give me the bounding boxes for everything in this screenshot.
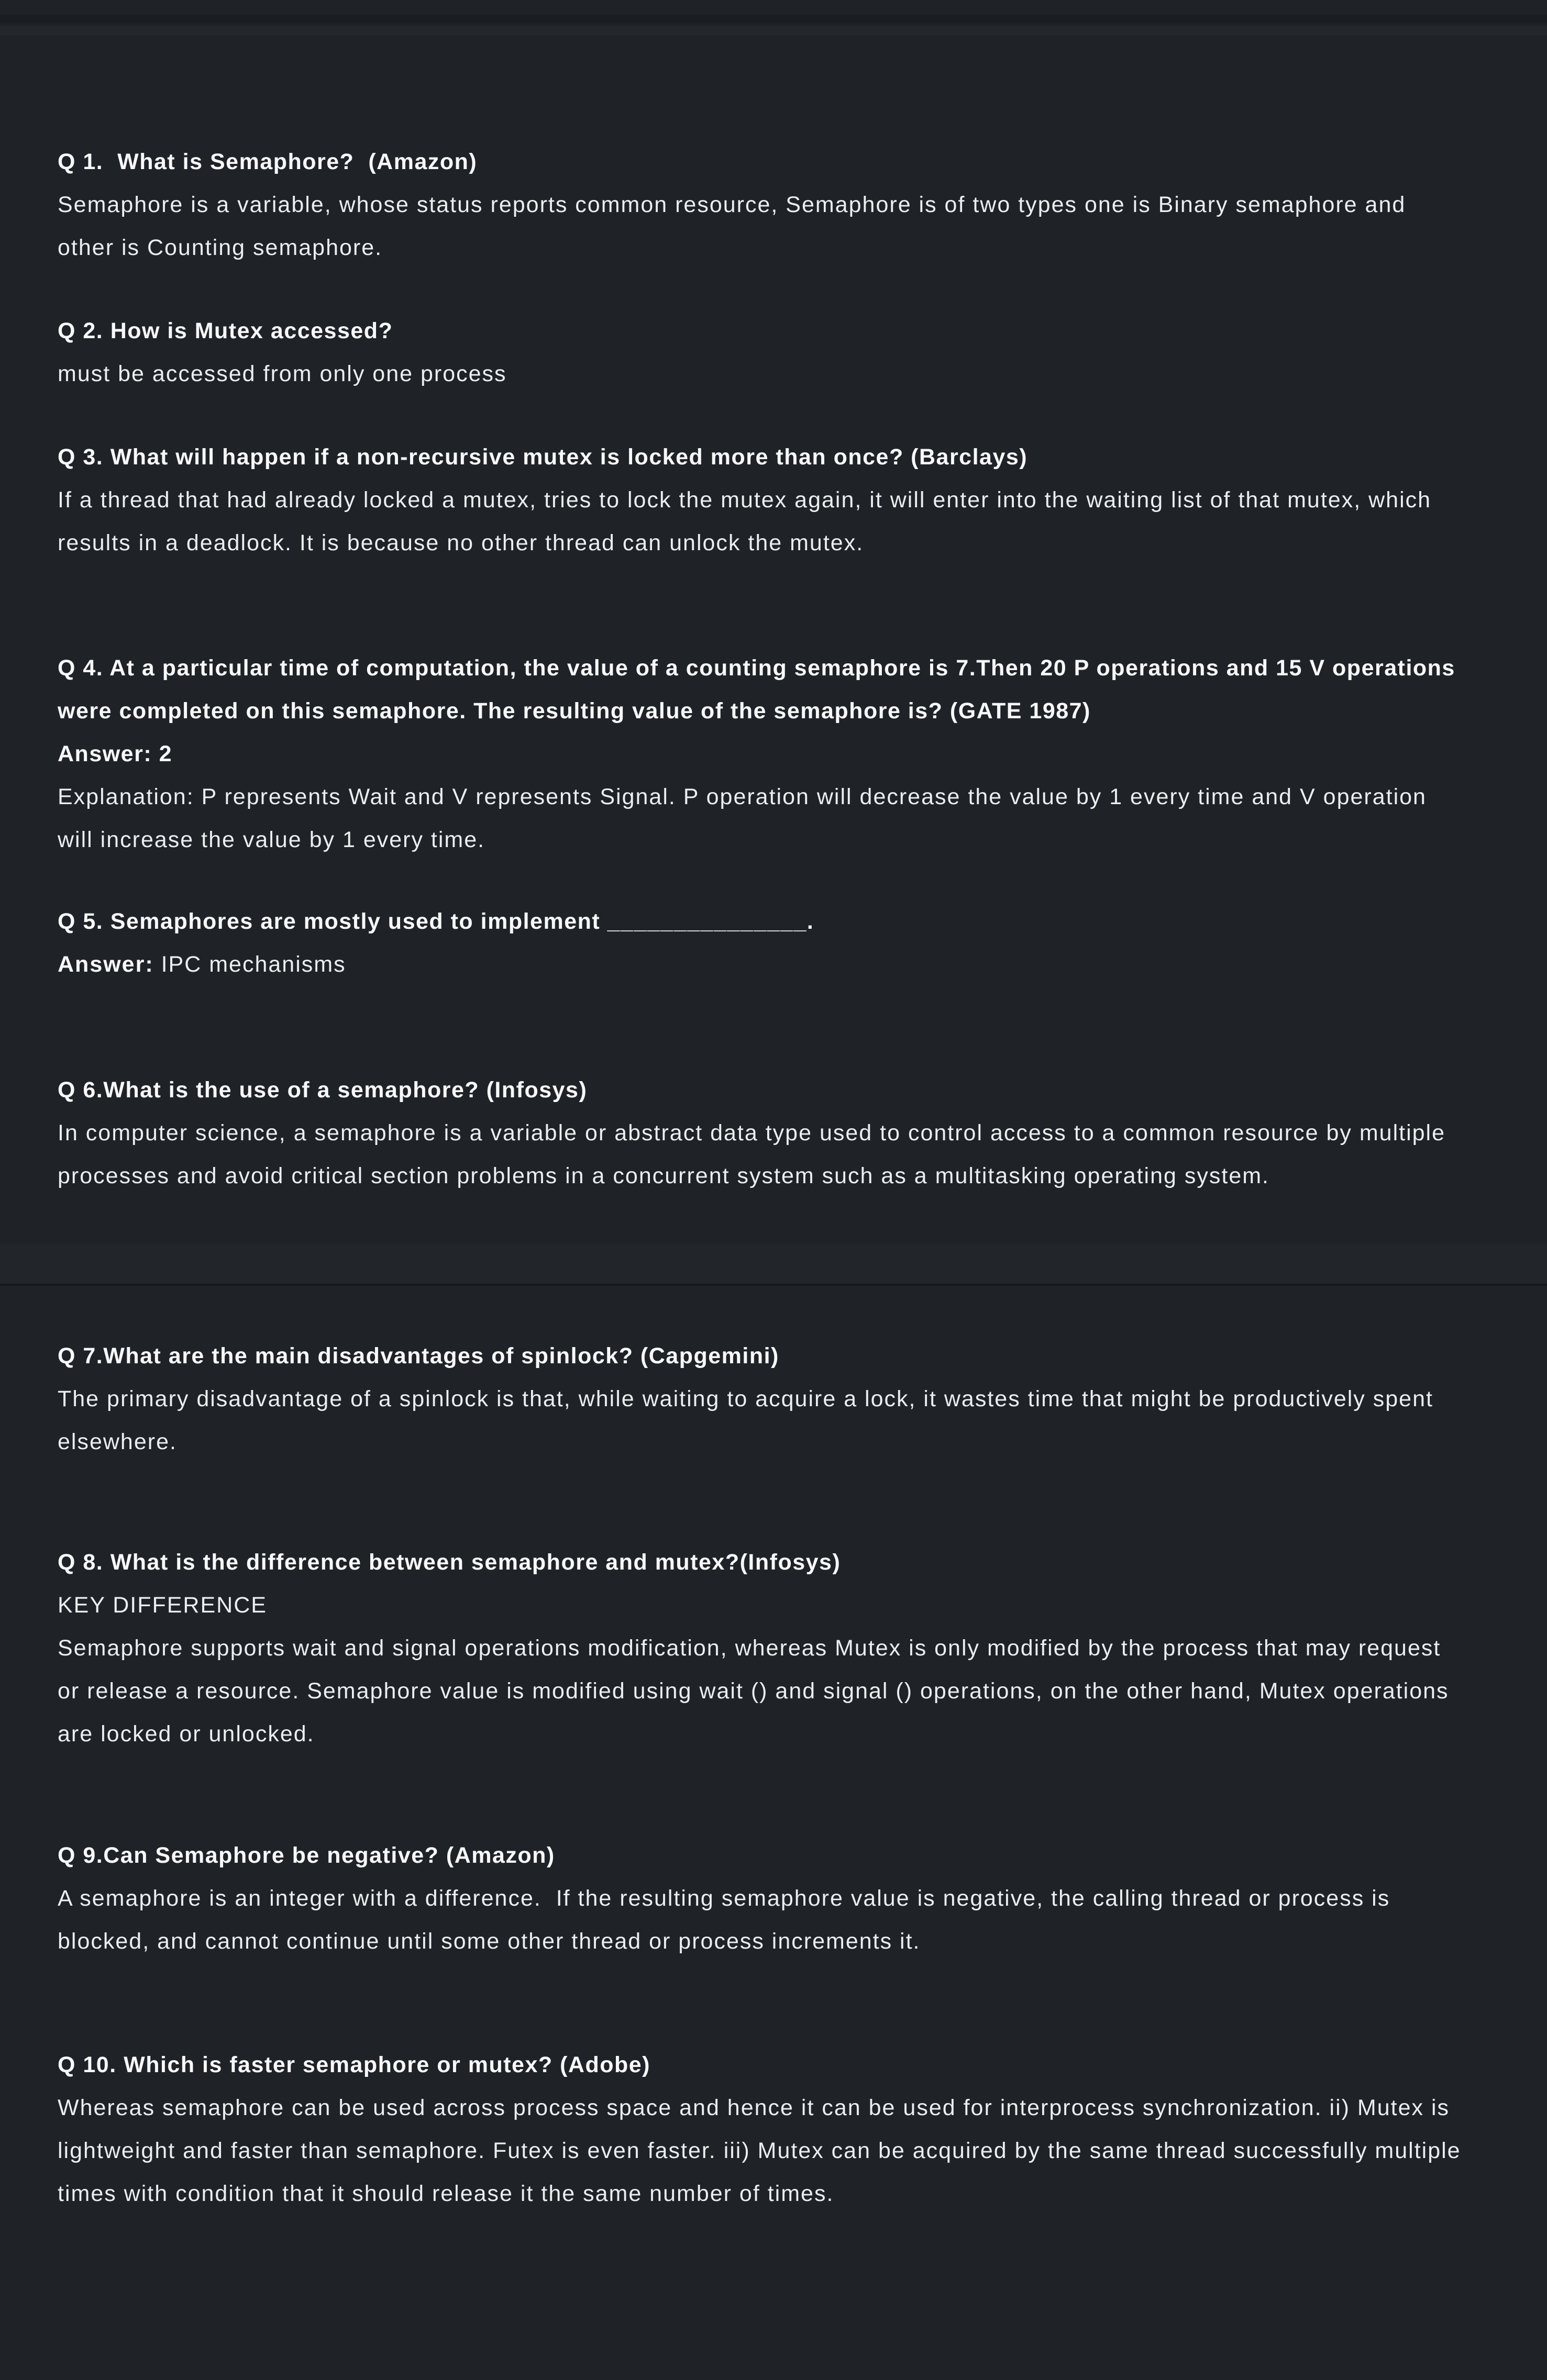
top-seam-dark-band: [0, 15, 1547, 24]
section-seam-line: [0, 1284, 1547, 1286]
question-body: Semaphore is a variable, whose status reports common resource, Semaphore is of two types one is Binary semaphore and other is Counting semaphore.: [58, 192, 1413, 260]
question-body: Whereas semaphore can be used across process space and hence it can be used for interprocess synchronization. ii) Mutex is lightweight and faster than semaphore. Futex is even faster. iii) Mutex can be acquired by the same thread successfully multiple times with condition that it should release it the same number of times.: [58, 2095, 1468, 2206]
question-body: In computer science, a semaphore is a variable or abstract data type used to control access to a common resource by multiple processes and avoid critical section problems in a concurrent system such as a multitasking operating system.: [58, 1120, 1453, 1188]
question-body: The primary disadvantage of a spinlock is that, while waiting to acquire a lock, it wastes time that might be productively spent elsewhere.: [58, 1386, 1441, 1454]
question-block-3: [58, 436, 1466, 564]
explanation-line: Explanation: P represents Wait and V represents Signal. P operation will decrease the value by 1 every time and V operation will increase the value by 1 every time.: [58, 784, 1434, 852]
question-body: Semaphore supports wait and signal operations modification, whereas Mutex is only modified by the process that may request or release a resource. Semaphore value is modified using wait () and signal () operations, on the other hand, Mutex operations are locked or unlocked.: [58, 1636, 1456, 1747]
question-body: A semaphore is an integer with a difference. If the resulting semaphore value is negative, the calling thread or process is blocked, and cannot continue until some other thread or process increments it.: [58, 1886, 1398, 1954]
question-heading: Q 2. How is Mutex accessed?: [58, 318, 393, 343]
question-block-5: [58, 900, 1466, 986]
question-heading: Q 6.What is the use of a semaphore? (Infosys): [58, 1077, 588, 1103]
question-block-6: [58, 1069, 1466, 1197]
answer-line: [58, 943, 1466, 986]
answer-line: Answer: 2: [58, 741, 173, 766]
question-block-1: [58, 140, 1466, 269]
question-heading: Q 7.What are the main disadvantages of spinlock? (Capgemini): [58, 1343, 779, 1369]
question-heading: Q 3. What will happen if a non-recursive mutex is locked more than once? (Barclays): [58, 444, 1028, 470]
question-block-4: [58, 647, 1466, 861]
question-block-9: [58, 1834, 1466, 1963]
question-heading: Q 1. What is Semaphore? (Amazon): [58, 149, 478, 174]
question-block-2: [58, 309, 1466, 395]
question-body: If a thread that had already locked a mutex, tries to lock the mutex again, it will enter into the waiting list of that mutex, which results in a deadlock. It is because no other thread can unlock the mutex.: [58, 487, 1439, 555]
question-heading: Q 8. What is the difference between semaphore and mutex?(Infosys): [58, 1550, 841, 1575]
question-heading: Q 5. Semaphores are mostly used to implement _______________.: [58, 909, 814, 934]
answer-label: Answer:: [58, 952, 154, 977]
answer-value: IPC mechanisms: [153, 952, 346, 977]
question-heading: Q 9.Can Semaphore be negative? (Amazon): [58, 1843, 555, 1868]
question-block-10: [58, 2043, 1466, 2215]
section-seam-band: [0, 1244, 1547, 1284]
question-body: must be accessed from only one process: [58, 361, 507, 386]
question-block-7: [58, 1334, 1466, 1463]
question-heading: Q 10. Which is faster semaphore or mutex? (Adobe): [58, 2052, 650, 2077]
question-block-8: [58, 1541, 1466, 1755]
question-heading: Q 4. At a particular time of computation, the value of a counting semaphore is 7.Then 20 P operations and 15 V operations were completed on this semaphore. The resulting value of the semaphore is? (GATE 1987): [58, 655, 1463, 724]
key-difference-subheading: KEY DIFFERENCE: [58, 1593, 267, 1618]
top-seam-light-band: [0, 26, 1547, 35]
